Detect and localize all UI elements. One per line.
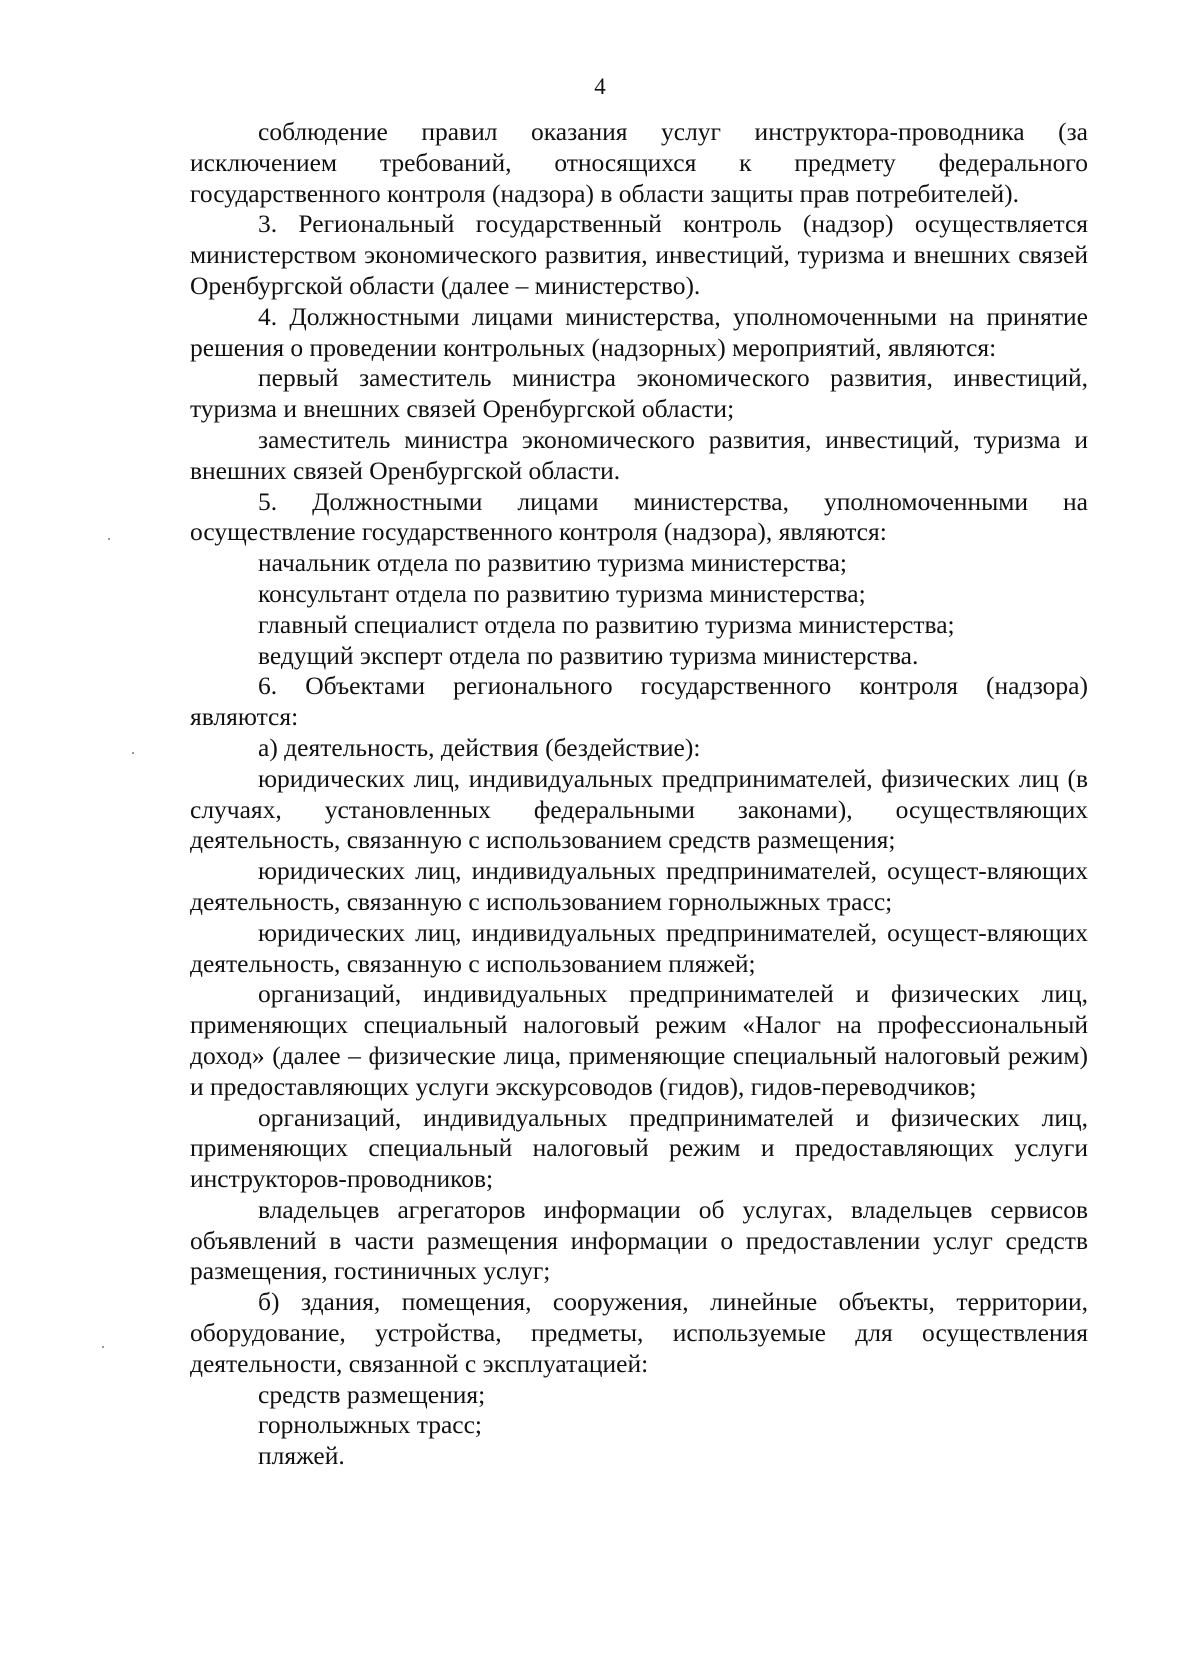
- list-item-instructors: организаций, индивидуальных предпринимателей и физических лиц, применяющих специальный налоговый режим и предоставляющих услуги инструкторов-проводников;: [190, 1102, 1088, 1194]
- paragraph-continuation: соблюдение правил оказания услуг инструктора-проводника (за исключением требований, относящихся к предмету федерального государственного контроля (надзора) в области защиты прав потребителей).: [190, 117, 1088, 208]
- list-item-beaches: юридических лиц, индивидуальных предпринимателей, осущест-вляющих деятельность, связанную с использованием пляжей;: [190, 917, 1088, 978]
- paragraph-clause-3: 3. Региональный государственный контроль (надзор) осуществляется министерством экономического развития, инвестиций, туризма и внешних связей Оренбургской области (далее – министерство).: [190, 209, 1088, 300]
- page-number: 4: [594, 74, 606, 99]
- list-item-chief-specialist: главный специалист отдела по развитию туризма министерства;: [258, 609, 955, 639]
- paragraph-clause-4: 4. Должностными лицами министерства, уполномоченными на принятие решения о проведении контрольных (надзорных) мероприятий, являются:: [190, 301, 1088, 362]
- scan-speck: [102, 1346, 104, 1348]
- list-item-leading-expert: ведущий эксперт отдела по развитию туризма министерства.: [258, 640, 919, 670]
- scan-speck: [108, 538, 110, 540]
- list-item-head: начальник отдела по развитию туризма министерства;: [258, 548, 847, 578]
- list-item-ski-trails: горнолыжных трасс;: [258, 1410, 483, 1440]
- list-item-beaches-final: пляжей.: [258, 1441, 345, 1471]
- paragraph-clause-6: 6. Объектами регионального государственного контроля (надзора) являются:: [190, 671, 1088, 732]
- list-item-ski-slopes: юридических лиц, индивидуальных предпринимателей, осущест-вляющих деятельность, связанную с использованием горнолыжных трасс;: [190, 856, 1088, 916]
- list-item-guides: организаций, индивидуальных предпринимателей и физических лиц, применяющих специальный налоговый режим «Налог на профессиональный доход» (далее – физические лица, применяющие специальный налоговый режим) и предоставляющих услуги экскурсоводов (гидов), гидов-переводчиков;: [190, 979, 1088, 1101]
- scan-speck: [132, 752, 134, 754]
- subclause-b: б) здания, помещения, сооружения, линейные объекты, территории, оборудование, устройства, предметы, используемые для осуществления деятельности, связанной с эксплуатацией:: [190, 1287, 1088, 1378]
- list-item-accommodation: юридических лиц, индивидуальных предпринимателей, физических лиц (в случаях, установленных федеральными законами), осуществляющих деятельность, связанную с использованием средств размещения;: [190, 763, 1088, 855]
- list-item-accommodation-facilities: средств размещения;: [258, 1379, 486, 1409]
- paragraph-deputy: заместитель министра экономического развития, инвестиций, туризма и внешних связей Оренбургской области.: [190, 424, 1088, 485]
- document-body: [190, 117, 1088, 1472]
- subclause-a: а) деятельность, действия (бездействие):: [258, 732, 701, 762]
- paragraph-first-deputy: первый заместитель министра экономического развития, инвестиций, туризма и внешних связей Оренбургской области;: [190, 363, 1088, 424]
- list-item-aggregators: владельцев агрегаторов информации об услугах, владельцев сервисов объявлений в части размещения информации о предоставлении услуг средств размещения, гостиничных услуг;: [190, 1194, 1088, 1286]
- list-item-consultant: консультант отдела по развитию туризма министерства;: [258, 578, 866, 608]
- paragraph-clause-5: 5. Должностными лицами министерства, уполномоченными на осуществление государственного контроля (надзора), являются:: [190, 486, 1088, 547]
